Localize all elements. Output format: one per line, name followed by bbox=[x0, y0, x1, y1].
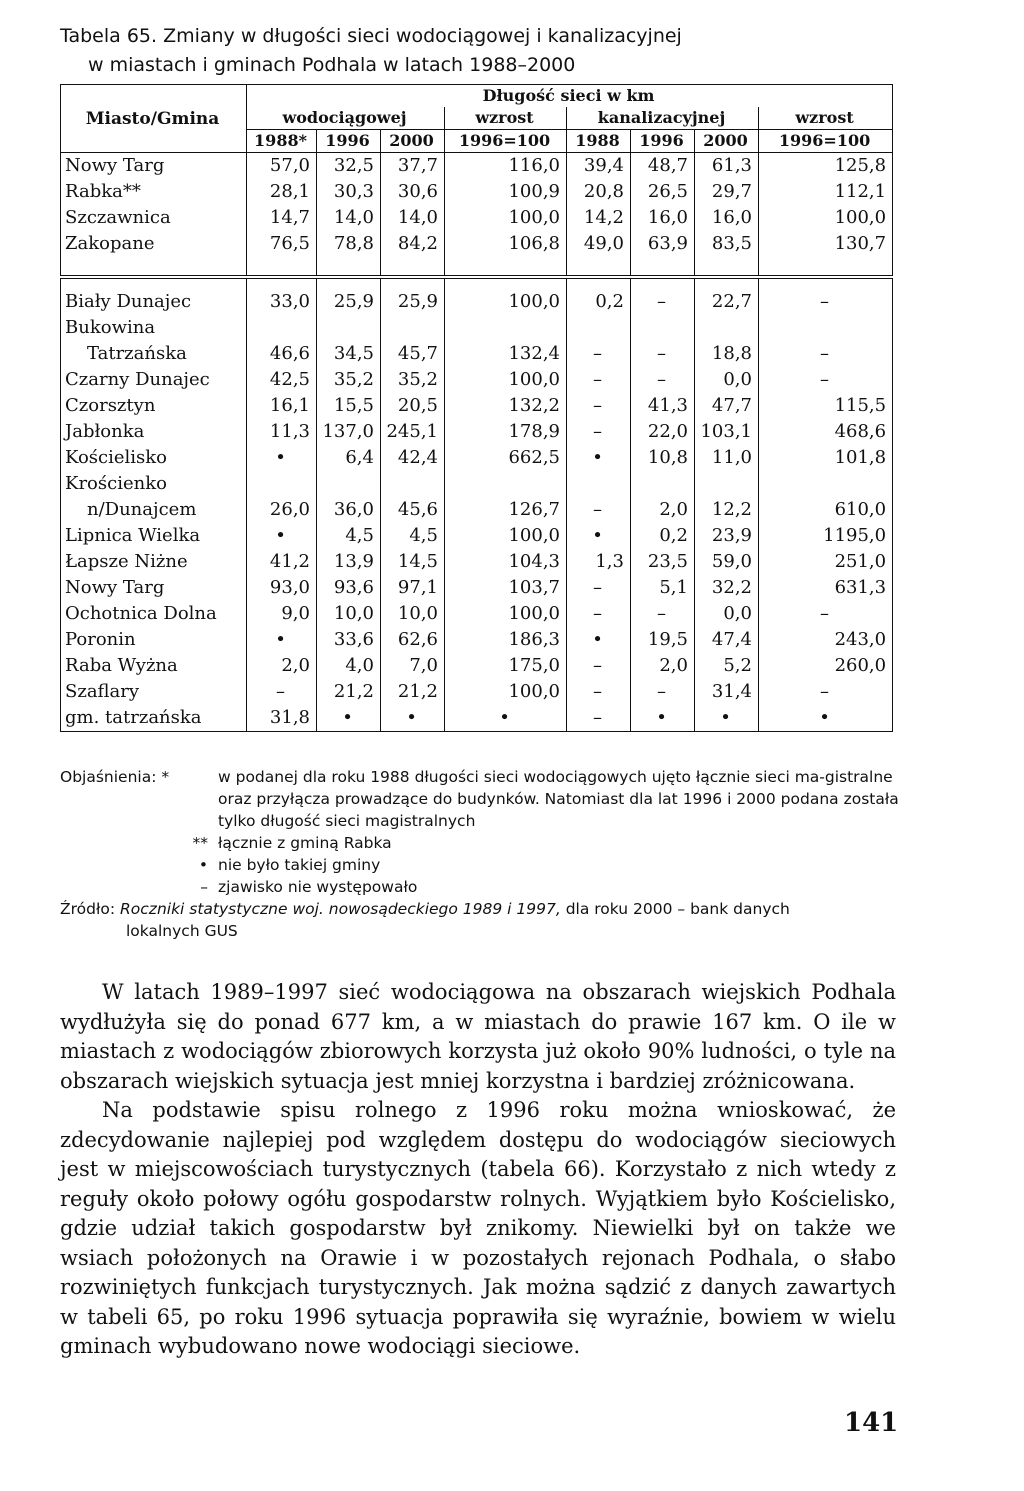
table-row bbox=[61, 471, 893, 497]
table-cell: 48,7 bbox=[631, 153, 695, 180]
table-cell bbox=[247, 471, 317, 497]
table-row bbox=[61, 705, 893, 732]
table-cell: 631,3 bbox=[759, 575, 893, 601]
table-cell: 101,8 bbox=[759, 445, 893, 471]
table-cell: 6,4 bbox=[317, 445, 381, 471]
table-row bbox=[61, 445, 893, 471]
table-cell: 21,2 bbox=[381, 679, 445, 705]
header-index-1: 1996=100 bbox=[445, 130, 567, 153]
table-cell bbox=[631, 315, 695, 341]
table-cell: – bbox=[567, 497, 631, 523]
table-cell: • bbox=[381, 705, 445, 732]
table-cell: 23,9 bbox=[695, 523, 759, 549]
table-row bbox=[61, 679, 893, 705]
table-cell bbox=[247, 315, 317, 341]
table-cell: 25,9 bbox=[317, 289, 381, 315]
table-cell bbox=[445, 471, 567, 497]
row-name: Krościenko bbox=[61, 471, 247, 497]
table-cell: 29,7 bbox=[695, 179, 759, 205]
row-name: n/Dunajcem bbox=[61, 497, 247, 523]
caption-line-2: w miastach i gminach Podhala w latach 1988–2000 bbox=[88, 54, 576, 76]
table-row bbox=[61, 231, 893, 257]
notes bbox=[60, 766, 900, 942]
note-star-1: w podanej dla roku 1988 długości sieci wodociągowych ujęto łącznie sieci ma-gistralne oraz przyłącza prowadzące do budynków. Natomiast dla lat 1996 i 2000 podana została tylko długość sieci magistralnych bbox=[218, 768, 899, 830]
table-cell: 126,7 bbox=[445, 497, 567, 523]
table-cell: 14,7 bbox=[247, 205, 317, 231]
table-cell: 19,5 bbox=[631, 627, 695, 653]
table-cell: 63,9 bbox=[631, 231, 695, 257]
table-cell: 132,4 bbox=[445, 341, 567, 367]
header-1988a: 1988* bbox=[247, 130, 317, 153]
table-cell: 100,0 bbox=[445, 367, 567, 393]
table-cell: 16,0 bbox=[631, 205, 695, 231]
table-cell: – bbox=[567, 393, 631, 419]
table-row bbox=[61, 497, 893, 523]
table-cell: 32,5 bbox=[317, 153, 381, 180]
table-cell: – bbox=[567, 705, 631, 732]
table-row bbox=[61, 367, 893, 393]
row-name: Biały Dunajec bbox=[61, 289, 247, 315]
row-name: Tatrzańska bbox=[61, 341, 247, 367]
row-name: Czarny Dunajec bbox=[61, 367, 247, 393]
table-cell: 14,0 bbox=[381, 205, 445, 231]
table-cell: 104,3 bbox=[445, 549, 567, 575]
note-star-2: łącznie z gminą Rabka bbox=[218, 834, 392, 852]
table-cell: 4,5 bbox=[381, 523, 445, 549]
table-row bbox=[61, 393, 893, 419]
table-row bbox=[61, 627, 893, 653]
table-cell: 0,2 bbox=[631, 523, 695, 549]
table-cell: 93,6 bbox=[317, 575, 381, 601]
notes-label: Objaśnienia: * bbox=[60, 768, 170, 786]
table-cell: 22,0 bbox=[631, 419, 695, 445]
row-name: Kościelisko bbox=[61, 445, 247, 471]
table-cell: – bbox=[567, 419, 631, 445]
table-cell: 78,8 bbox=[317, 231, 381, 257]
table-cell: 14,2 bbox=[567, 205, 631, 231]
table-cell bbox=[381, 471, 445, 497]
table-cell: 103,1 bbox=[695, 419, 759, 445]
table-cell: • bbox=[567, 627, 631, 653]
table-cell: • bbox=[695, 705, 759, 732]
table-cell: 4,5 bbox=[317, 523, 381, 549]
table-row bbox=[61, 419, 893, 445]
table-cell: 112,1 bbox=[759, 179, 893, 205]
table-cell: 100,0 bbox=[445, 205, 567, 231]
table-row bbox=[61, 205, 893, 231]
table-cell: 0,0 bbox=[695, 601, 759, 627]
data-table bbox=[60, 84, 893, 732]
table-cell: 35,2 bbox=[381, 367, 445, 393]
table-row bbox=[61, 523, 893, 549]
table-cell: 0,0 bbox=[695, 367, 759, 393]
table-row bbox=[61, 289, 893, 315]
table-cell: 130,7 bbox=[759, 231, 893, 257]
table-cell: 61,3 bbox=[695, 153, 759, 180]
table-cell: 25,9 bbox=[381, 289, 445, 315]
table-cell: 12,2 bbox=[695, 497, 759, 523]
table-cell: 2,0 bbox=[631, 653, 695, 679]
table-cell: 39,4 bbox=[567, 153, 631, 180]
table-cell: 100,9 bbox=[445, 179, 567, 205]
table-cell: 22,7 bbox=[695, 289, 759, 315]
table-cell bbox=[317, 471, 381, 497]
table-cell bbox=[567, 315, 631, 341]
table-row bbox=[61, 575, 893, 601]
table-cell: • bbox=[247, 523, 317, 549]
table-cell: 18,8 bbox=[695, 341, 759, 367]
table-cell: 9,0 bbox=[247, 601, 317, 627]
table-cell: – bbox=[631, 367, 695, 393]
table-cell: 97,1 bbox=[381, 575, 445, 601]
table-cell: 33,0 bbox=[247, 289, 317, 315]
table-cell bbox=[445, 315, 567, 341]
table-cell: 41,3 bbox=[631, 393, 695, 419]
table-row bbox=[61, 653, 893, 679]
table-cell: 468,6 bbox=[759, 419, 893, 445]
table-cell: 10,0 bbox=[317, 601, 381, 627]
table-cell: 31,8 bbox=[247, 705, 317, 732]
note-dash: zjawisko nie występowało bbox=[218, 878, 418, 896]
table-cell: 662,5 bbox=[445, 445, 567, 471]
header-1996b: 1996 bbox=[631, 130, 695, 153]
table-cell: • bbox=[445, 705, 567, 732]
header-1996a: 1996 bbox=[317, 130, 381, 153]
table-row bbox=[61, 549, 893, 575]
table-cell: 13,9 bbox=[317, 549, 381, 575]
table-cell: 1,3 bbox=[567, 549, 631, 575]
row-name: Poronin bbox=[61, 627, 247, 653]
table-cell: 59,0 bbox=[695, 549, 759, 575]
paragraph-2: Na podstawie spisu rolnego z 1996 roku można wnioskować, że zdecydowanie najlepiej pod względem dostępu do wodociągów sieciowych jest w miejscowościach turystycznych (tabela 66). Korzystało z nich wtedy z reguły około połowy ogółu gospodarstw rolnych. Wyjątkiem było Kościelisko, gdzie udział takich gospodarstw był znikomy. Niewielki był on także we wsiach położonych na Orawie i w pozostałych rejonach Podhala, o słabo rozwiniętych funkcjach turystycznych. Jak można sądzić z danych zawartych w tabeli 65, po roku 1996 sytuacja poprawiła się wyraźnie, bowiem w wielu gminach wybudowano nowe wodociągi sieciowe. bbox=[60, 1098, 896, 1358]
table-cell: – bbox=[631, 289, 695, 315]
table-cell: 2,0 bbox=[631, 497, 695, 523]
table-cell: 100,0 bbox=[759, 205, 893, 231]
table-cell: – bbox=[631, 679, 695, 705]
table-cell: 20,5 bbox=[381, 393, 445, 419]
table-cell: – bbox=[631, 341, 695, 367]
table-cell: 31,4 bbox=[695, 679, 759, 705]
table-cell: • bbox=[317, 705, 381, 732]
note-star-2-label: ** bbox=[192, 834, 208, 852]
table-cell: 5,1 bbox=[631, 575, 695, 601]
table-cell: • bbox=[247, 627, 317, 653]
row-name: Ochotnica Dolna bbox=[61, 601, 247, 627]
table-cell: 37,7 bbox=[381, 153, 445, 180]
table-cell bbox=[317, 315, 381, 341]
table-cell: 243,0 bbox=[759, 627, 893, 653]
table-row bbox=[61, 341, 893, 367]
table-cell: 132,2 bbox=[445, 393, 567, 419]
table-cell: 10,8 bbox=[631, 445, 695, 471]
table-cell: – bbox=[759, 679, 893, 705]
table-cell: 178,9 bbox=[445, 419, 567, 445]
table-cell: 62,6 bbox=[381, 627, 445, 653]
row-name: Lipnica Wielka bbox=[61, 523, 247, 549]
table-cell: – bbox=[567, 367, 631, 393]
table-cell: 260,0 bbox=[759, 653, 893, 679]
table-cell: 76,5 bbox=[247, 231, 317, 257]
table-cell bbox=[695, 471, 759, 497]
source-rest: dla roku 2000 – bank danych bbox=[565, 900, 790, 918]
table-cell: • bbox=[567, 523, 631, 549]
table-cell: 26,5 bbox=[631, 179, 695, 205]
section-separator bbox=[61, 257, 893, 277]
header-city: Miasto/Gmina bbox=[61, 85, 247, 153]
table-cell: – bbox=[567, 601, 631, 627]
table-cell: 5,2 bbox=[695, 653, 759, 679]
table-cell: 36,0 bbox=[317, 497, 381, 523]
table-cell: 30,3 bbox=[317, 179, 381, 205]
table-row bbox=[61, 601, 893, 627]
table-cell: 34,5 bbox=[317, 341, 381, 367]
table-cell: 23,5 bbox=[631, 549, 695, 575]
table-cell: 103,7 bbox=[445, 575, 567, 601]
source-note bbox=[60, 898, 900, 942]
note-dot-label: • bbox=[198, 856, 208, 874]
table-cell: – bbox=[759, 367, 893, 393]
table-cell: 106,8 bbox=[445, 231, 567, 257]
table-cell: 16,0 bbox=[695, 205, 759, 231]
table-cell: – bbox=[567, 575, 631, 601]
table-cell: 45,7 bbox=[381, 341, 445, 367]
header-sewer: kanalizacyjnej bbox=[567, 107, 759, 130]
table-cell: 251,0 bbox=[759, 549, 893, 575]
table-cell: 14,0 bbox=[317, 205, 381, 231]
body-text bbox=[60, 978, 896, 1362]
table-cell bbox=[631, 471, 695, 497]
row-name: Raba Wyżna bbox=[61, 653, 247, 679]
paragraph-1: W latach 1989–1997 sieć wodociągowa na obszarach wiejskich Podhala wydłużyła się do ponad 677 km, a w miastach do prawie 167 km. O ile w miastach z wodociągów zbiorowych korzysta już około 90% ludności, o tyle na obszarach wiejskich sytuacja jest mniej korzystna i bardziej zróżnicowana. bbox=[60, 980, 896, 1093]
table-cell: 10,0 bbox=[381, 601, 445, 627]
table-cell: 20,8 bbox=[567, 179, 631, 205]
table-cell: • bbox=[567, 445, 631, 471]
row-name: Jabłonka bbox=[61, 419, 247, 445]
table-cell: – bbox=[631, 601, 695, 627]
table-cell: – bbox=[759, 289, 893, 315]
table-cell: 100,0 bbox=[445, 601, 567, 627]
table-cell: 125,8 bbox=[759, 153, 893, 180]
table-cell: – bbox=[247, 679, 317, 705]
table-cell: 41,2 bbox=[247, 549, 317, 575]
table-cell: 4,0 bbox=[317, 653, 381, 679]
row-name: Szaflary bbox=[61, 679, 247, 705]
table-cell bbox=[759, 471, 893, 497]
table-cell: 30,6 bbox=[381, 179, 445, 205]
table-cell: • bbox=[631, 705, 695, 732]
table-caption bbox=[60, 22, 900, 80]
row-name: Nowy Targ bbox=[61, 153, 247, 180]
header-2000a: 2000 bbox=[381, 130, 445, 153]
row-name: Łapsze Niżne bbox=[61, 549, 247, 575]
header-1988b: 1988 bbox=[567, 130, 631, 153]
table-cell: 11,0 bbox=[695, 445, 759, 471]
table-cell: 175,0 bbox=[445, 653, 567, 679]
table-cell: 47,4 bbox=[695, 627, 759, 653]
table-cell: 115,5 bbox=[759, 393, 893, 419]
table-cell: 100,0 bbox=[445, 289, 567, 315]
table-cell: 245,1 bbox=[381, 419, 445, 445]
table-cell: 116,0 bbox=[445, 153, 567, 180]
table-cell: – bbox=[567, 653, 631, 679]
table-cell: 47,7 bbox=[695, 393, 759, 419]
table-row bbox=[61, 315, 893, 341]
table-cell bbox=[695, 315, 759, 341]
table-cell: 42,4 bbox=[381, 445, 445, 471]
row-name: Nowy Targ bbox=[61, 575, 247, 601]
caption-line-1: Tabela 65. Zmiany w długości sieci wodociągowej i kanalizacyjnej bbox=[60, 25, 682, 47]
row-name: Bukowina bbox=[61, 315, 247, 341]
table-cell: 11,3 bbox=[247, 419, 317, 445]
table-cell: – bbox=[759, 341, 893, 367]
table-cell bbox=[759, 315, 893, 341]
table-cell: 28,1 bbox=[247, 179, 317, 205]
table-cell: 100,0 bbox=[445, 679, 567, 705]
table-cell: 45,6 bbox=[381, 497, 445, 523]
table-cell: 46,6 bbox=[247, 341, 317, 367]
note-dot: nie było takiej gminy bbox=[218, 856, 381, 874]
table-cell: 100,0 bbox=[445, 523, 567, 549]
header-2000b: 2000 bbox=[695, 130, 759, 153]
table-cell: 49,0 bbox=[567, 231, 631, 257]
row-name: gm. tatrzańska bbox=[61, 705, 247, 732]
row-name: Rabka** bbox=[61, 179, 247, 205]
table-cell: 33,6 bbox=[317, 627, 381, 653]
table-cell: 0,2 bbox=[567, 289, 631, 315]
table-cell: 21,2 bbox=[317, 679, 381, 705]
header-group: Długość sieci w km bbox=[247, 85, 893, 108]
table-cell: 610,0 bbox=[759, 497, 893, 523]
table-cell: 16,1 bbox=[247, 393, 317, 419]
table-cell: 93,0 bbox=[247, 575, 317, 601]
table-cell bbox=[567, 471, 631, 497]
table-row bbox=[61, 153, 893, 180]
table-cell bbox=[381, 315, 445, 341]
header-index-2: 1996=100 bbox=[759, 130, 893, 153]
table-cell: 137,0 bbox=[317, 419, 381, 445]
table-cell: – bbox=[759, 601, 893, 627]
table-cell: 42,5 bbox=[247, 367, 317, 393]
table-cell: • bbox=[759, 705, 893, 732]
table-cell: • bbox=[247, 445, 317, 471]
table-cell: 84,2 bbox=[381, 231, 445, 257]
table-cell: 57,0 bbox=[247, 153, 317, 180]
row-name: Szczawnica bbox=[61, 205, 247, 231]
header-growth-2: wzrost bbox=[759, 107, 893, 130]
table-cell: 15,5 bbox=[317, 393, 381, 419]
table-cell: 2,0 bbox=[247, 653, 317, 679]
note-dash-label: – bbox=[200, 878, 208, 896]
table-cell: 186,3 bbox=[445, 627, 567, 653]
row-name: Zakopane bbox=[61, 231, 247, 257]
table-cell: 32,2 bbox=[695, 575, 759, 601]
source-line-2: lokalnych GUS bbox=[126, 922, 238, 940]
table-cell: – bbox=[567, 341, 631, 367]
header-water: wodociągowej bbox=[247, 107, 445, 130]
header-growth-1: wzrost bbox=[445, 107, 567, 130]
table-cell: – bbox=[567, 679, 631, 705]
source-label: Źródło: bbox=[60, 900, 116, 918]
table-cell: 26,0 bbox=[247, 497, 317, 523]
table-cell: 7,0 bbox=[381, 653, 445, 679]
table-row bbox=[61, 179, 893, 205]
table-cell: 35,2 bbox=[317, 367, 381, 393]
row-name: Czorsztyn bbox=[61, 393, 247, 419]
page-number: 141 bbox=[844, 1408, 899, 1438]
table-cell: 14,5 bbox=[381, 549, 445, 575]
source-title: Roczniki statystyczne woj. nowosądeckiego 1989 i 1997, bbox=[120, 900, 561, 918]
table-cell: 83,5 bbox=[695, 231, 759, 257]
table-cell: 1195,0 bbox=[759, 523, 893, 549]
